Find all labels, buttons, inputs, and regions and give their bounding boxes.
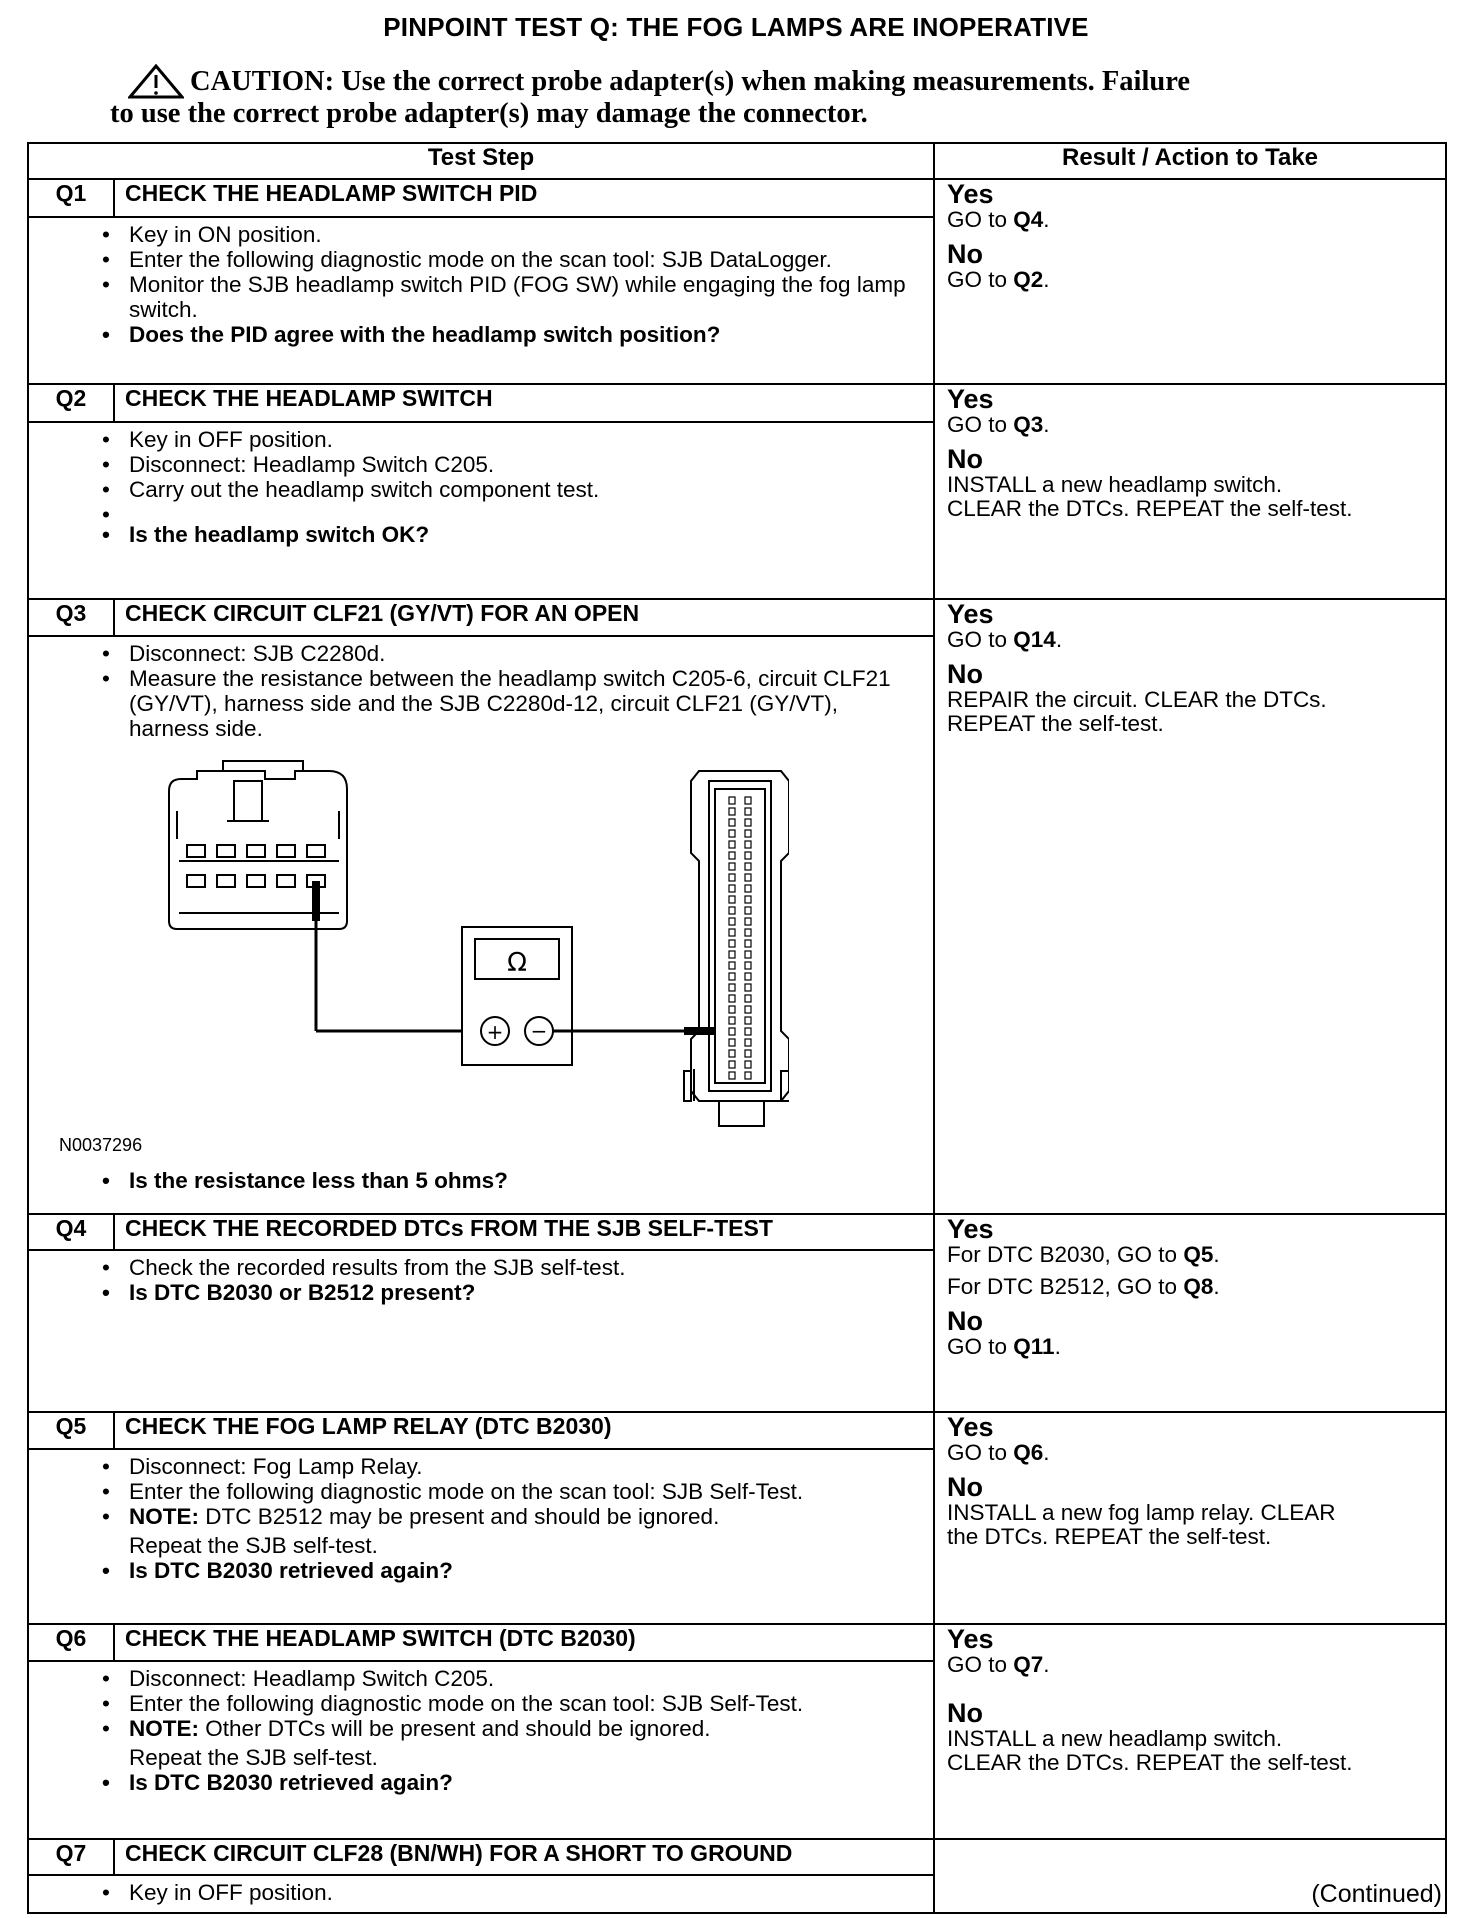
step-id: Q2 [28, 384, 114, 422]
result-yes-action-2: For DTC B2512, GO to Q8. [947, 1274, 1220, 1299]
connector-pin [729, 874, 735, 881]
connector-pin [745, 896, 751, 903]
figure-id: N0037296 [59, 1134, 143, 1155]
list-item: • Key in OFF position. [129, 1880, 921, 1905]
list-item: • Key in ON position. [129, 222, 921, 247]
sjb-connector-icon [684, 771, 789, 1126]
connector-pin [745, 984, 751, 991]
step-title: CHECK THE FOG LAMP RELAY (DTC B2030) [114, 1412, 934, 1449]
connector-pin [729, 1039, 735, 1046]
step-id: Q4 [28, 1214, 114, 1250]
pinpoint-test-table [27, 142, 1447, 1914]
list-item: • Measure the resistance between the headlamp switch C205-6, circuit CLF21 (GY/VT), harness side and the SJB C2280d-12, circuit CLF21 (GY/VT), harness side. [129, 666, 921, 741]
result-no-action-2: the DTCs. REPEAT the self-test. [947, 1524, 1272, 1549]
result-no-action-1: INSTALL a new headlamp switch. [947, 1726, 1283, 1751]
step-question: • Is DTC B2030 retrieved again? [129, 1558, 921, 1583]
connector-pin [729, 1061, 735, 1068]
list-item: • Disconnect: Headlamp Switch C205. [129, 1666, 921, 1691]
connector-pin [745, 808, 751, 815]
step-q7-body [28, 1875, 934, 1913]
step-id: Q7 [28, 1839, 114, 1875]
result-no-action: GO to Q11. [947, 1334, 1061, 1359]
connector-pin [729, 1050, 735, 1057]
step-question: • Is the resistance less than 5 ohms? [129, 1168, 921, 1193]
list-item: • Carry out the headlamp switch component test. [129, 477, 921, 502]
list-item-continuation: Repeat the SJB self-test. [129, 1533, 378, 1559]
connector-pin [745, 918, 751, 925]
ohmmeter-icon [462, 927, 572, 1065]
step-question: • Is DTC B2030 or B2512 present? [129, 1280, 921, 1305]
step-title: CHECK THE HEADLAMP SWITCH (DTC B2030) [114, 1624, 934, 1661]
result-yes-label: Yes [947, 1214, 994, 1244]
connector-pin [729, 907, 735, 914]
connector-pin [745, 907, 751, 914]
step-q7-title-row [28, 1839, 1446, 1875]
connector-pin [745, 1072, 751, 1079]
connector-pin [729, 973, 735, 980]
connector-pin [745, 929, 751, 936]
result-no-action-1: INSTALL a new headlamp switch. [947, 472, 1283, 497]
step-q4-result [934, 1214, 1446, 1412]
result-no-label: No [947, 659, 983, 689]
result-no-label: No [947, 1472, 983, 1502]
result-no-action-1: INSTALL a new fog lamp relay. CLEAR [947, 1500, 1336, 1525]
step-q4-title-row [28, 1214, 1446, 1250]
step-q6-result [934, 1624, 1446, 1839]
connector-pin [729, 830, 735, 837]
step-q2-title-row [28, 384, 1446, 422]
list-item: • NOTE: DTC B2512 may be present and should be ignored. [129, 1504, 921, 1529]
resistance-measurement-diagram [29, 751, 789, 1156]
step-id: Q6 [28, 1624, 114, 1661]
result-no-action: GO to Q2. [947, 267, 1050, 292]
connector-pin [729, 819, 735, 826]
minus-terminal: − [530, 1018, 548, 1043]
step-question: • Is the headlamp switch OK? [129, 522, 921, 547]
connector-pin [745, 819, 751, 826]
connector-pin [745, 962, 751, 969]
step-id: Q1 [28, 179, 114, 217]
step-q6-body [28, 1661, 934, 1839]
connector-pin [745, 874, 751, 881]
caution-line-2: to use the correct probe adapter(s) may damage the connector. [110, 98, 868, 129]
table-header-row [28, 143, 1446, 179]
result-yes-label: Yes [947, 384, 994, 414]
header-result-action: Result / Action to Take [934, 143, 1446, 179]
connector-pin [729, 1072, 735, 1079]
caution-line-1: CAUTION: Use the correct probe adapter(s) when making measurements. Failure [190, 66, 1191, 97]
connector-pin [729, 1028, 735, 1035]
warning-triangle-icon [128, 64, 184, 100]
connector-pin [729, 841, 735, 848]
result-yes-label: Yes [947, 1624, 994, 1654]
result-no-label: No [947, 239, 983, 269]
list-item: • Monitor the SJB headlamp switch PID (FOG SW) while engaging the fog lamp switch. [129, 272, 921, 322]
result-yes-label: Yes [947, 599, 994, 629]
connector-pin [729, 852, 735, 859]
step-q4-body [28, 1250, 934, 1412]
step-q6-title-row [28, 1624, 1446, 1661]
result-yes-action-1: For DTC B2030, GO to Q5. [947, 1242, 1220, 1267]
step-id: Q5 [28, 1412, 114, 1449]
result-no-label: No [947, 1306, 983, 1336]
result-yes-action: GO to Q6. [947, 1440, 1050, 1465]
connector-pin [729, 797, 735, 804]
list-item-continuation: Repeat the SJB self-test. [129, 1745, 378, 1771]
connector-pin [745, 1017, 751, 1024]
list-item: • NOTE: Other DTCs will be present and should be ignored. [129, 1716, 921, 1741]
connector-pin [745, 1061, 751, 1068]
step-q5-title-row [28, 1412, 1446, 1449]
step-q3-body [28, 636, 934, 1214]
step-q2-result [934, 384, 1446, 599]
step-q5-result [934, 1412, 1446, 1624]
connector-pin [729, 808, 735, 815]
ohm-symbol: Ω [507, 947, 527, 978]
connector-pin [729, 929, 735, 936]
connector-pin [745, 1050, 751, 1057]
step-title: CHECK THE RECORDED DTCs FROM THE SJB SELF-TEST [114, 1214, 934, 1250]
connector-pin [729, 1017, 735, 1024]
connector-pin [745, 973, 751, 980]
connector-pin [729, 1006, 735, 1013]
sjb-connector-pins [729, 797, 751, 1079]
list-item: • Disconnect: Headlamp Switch C205. [129, 452, 921, 477]
connector-pin [729, 951, 735, 958]
step-title: CHECK CIRCUIT CLF28 (BN/WH) FOR A SHORT TO GROUND [114, 1839, 934, 1875]
list-item: • Enter the following diagnostic mode on the scan tool: SJB Self-Test. [129, 1691, 921, 1716]
result-no-action-2: REPEAT the self-test. [947, 711, 1164, 736]
list-item: • Check the recorded results from the SJB self-test. [129, 1255, 921, 1280]
probe-left-icon [312, 881, 462, 1031]
step-title: CHECK THE HEADLAMP SWITCH PID [114, 179, 934, 217]
step-question: • Is DTC B2030 retrieved again? [129, 1770, 921, 1795]
connector-pin [729, 863, 735, 870]
step-q1-result [934, 179, 1446, 384]
step-q3-result [934, 599, 1446, 1214]
step-title: CHECK THE HEADLAMP SWITCH [114, 384, 934, 422]
step-question: • Does the PID agree with the headlamp switch position? [129, 322, 921, 347]
list-item: • Disconnect: Fog Lamp Relay. [129, 1454, 921, 1479]
caution-notice [110, 66, 1370, 130]
connector-pin [729, 896, 735, 903]
connector-pin [745, 940, 751, 947]
connector-pin [745, 841, 751, 848]
continued-note: (Continued) [1311, 1880, 1442, 1908]
result-yes-action: GO to Q14. [947, 627, 1063, 652]
list-item: • Disconnect: SJB C2280d. [129, 641, 921, 666]
result-yes-action: GO to Q4. [947, 207, 1050, 232]
result-no-action-1: REPAIR the circuit. CLEAR the DTCs. [947, 687, 1327, 712]
connector-pin [745, 1006, 751, 1013]
connector-pin [729, 995, 735, 1002]
page-title: PINPOINT TEST Q: THE FOG LAMPS ARE INOPERATIVE [383, 12, 1089, 42]
connector-pin [745, 830, 751, 837]
step-q1-title-row [28, 179, 1446, 217]
header-test-step: Test Step [28, 143, 934, 179]
result-yes-label: Yes [947, 1412, 994, 1442]
connector-pin [745, 1039, 751, 1046]
step-id: Q3 [28, 599, 114, 636]
connector-pin [745, 797, 751, 804]
connector-pin [745, 1028, 751, 1035]
connector-pin [745, 885, 751, 892]
result-no-action-2: CLEAR the DTCs. REPEAT the self-test. [947, 496, 1353, 521]
step-q3-title-row [28, 599, 1446, 636]
result-yes-label: Yes [947, 179, 994, 209]
step-title: CHECK CIRCUIT CLF21 (GY/VT) FOR AN OPEN [114, 599, 934, 636]
result-yes-action: GO to Q7. [947, 1652, 1050, 1677]
connector-pin [745, 995, 751, 1002]
result-no-label: No [947, 444, 983, 474]
list-item: • Key in OFF position. [129, 427, 921, 452]
connector-pin [729, 940, 735, 947]
connector-pin [745, 951, 751, 958]
connector-pin [729, 962, 735, 969]
connector-pin [745, 852, 751, 859]
list-item: • Enter the following diagnostic mode on the scan tool: SJB DataLogger. [129, 247, 921, 272]
result-yes-action: GO to Q3. [947, 412, 1050, 437]
list-item: • Enter the following diagnostic mode on the scan tool: SJB Self-Test. [129, 1479, 921, 1504]
plus-terminal: + [486, 1019, 504, 1044]
step-q5-body [28, 1449, 934, 1624]
connector-pin [729, 918, 735, 925]
step-q2-body [28, 422, 934, 599]
headlamp-switch-connector-icon [169, 761, 347, 929]
result-no-label: No [947, 1698, 983, 1728]
connector-pin [745, 863, 751, 870]
connector-pin [729, 984, 735, 991]
result-no-action-2: CLEAR the DTCs. REPEAT the self-test. [947, 1750, 1353, 1775]
step-q1-body [28, 217, 934, 384]
connector-pin [729, 885, 735, 892]
